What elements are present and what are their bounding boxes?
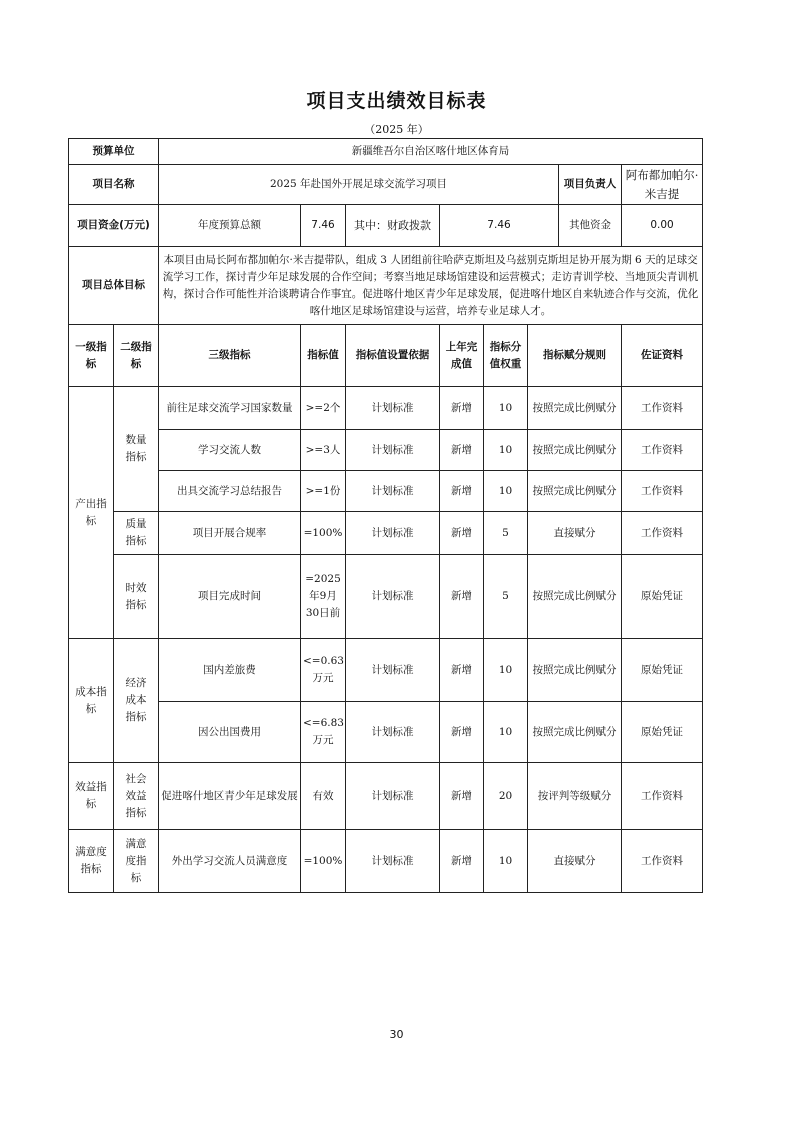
indicator-last-year: 新增	[440, 387, 484, 430]
overall-goal-row	[69, 247, 703, 325]
indicator-weight: 10	[484, 387, 528, 430]
indicator-evidence: 原始凭证	[622, 702, 703, 763]
indicator-name: 国内差旅费	[159, 639, 301, 702]
indicator-rule: 按照完成比例赋分	[528, 555, 622, 639]
indicator-rule: 按评判等级赋分	[528, 763, 622, 830]
indicator-basis: 计划标准	[346, 512, 440, 555]
group-cost: 成本指标	[69, 639, 114, 763]
indicator-name: 出具交流学习总结报告	[159, 471, 301, 512]
fiscal-allocation-label: 其中：财政拨款	[346, 205, 440, 247]
header-level3: 三级指标	[159, 325, 301, 387]
budget-unit-label: 预算单位	[69, 139, 159, 165]
indicator-evidence: 工作资料	[622, 430, 703, 471]
indicator-name: 学习交流人数	[159, 430, 301, 471]
indicator-basis: 计划标准	[346, 555, 440, 639]
indicator-last-year: 新增	[440, 830, 484, 893]
page-title: 项目支出绩效目标表	[306, 90, 487, 112]
indicator-rule: 按照完成比例赋分	[528, 387, 622, 430]
indicator-rule: 直接赋分	[528, 830, 622, 893]
header-level1: 一级指标	[69, 325, 114, 387]
subgroup-social-benefit: 社会效益指标	[114, 763, 159, 830]
indicator-evidence: 工作资料	[622, 763, 703, 830]
indicator-last-year: 新增	[440, 430, 484, 471]
indicator-weight: 20	[484, 763, 528, 830]
indicator-evidence: 工作资料	[622, 830, 703, 893]
indicator-last-year: 新增	[440, 555, 484, 639]
indicator-basis: 计划标准	[346, 639, 440, 702]
indicator-basis: 计划标准	[346, 702, 440, 763]
indicator-value: =100%	[301, 830, 346, 893]
indicator-name: 前往足球交流学习国家数量	[159, 387, 301, 430]
indicator-evidence: 工作资料	[622, 471, 703, 512]
indicator-last-year: 新增	[440, 702, 484, 763]
indicator-value: >=1份	[301, 471, 346, 512]
header-basis: 指标值设置依据	[346, 325, 440, 387]
indicator-value: <=6.83万元	[301, 702, 346, 763]
indicator-last-year: 新增	[440, 639, 484, 702]
indicator-evidence: 工作资料	[622, 512, 703, 555]
indicator-weight: 10	[484, 471, 528, 512]
indicator-rule: 按照完成比例赋分	[528, 430, 622, 471]
indicator-value: =100%	[301, 512, 346, 555]
table-row	[69, 387, 703, 430]
indicator-rule: 直接赋分	[528, 512, 622, 555]
annual-budget-value: 7.46	[301, 205, 346, 247]
indicator-name: 外出学习交流人员满意度	[159, 830, 301, 893]
table-row	[69, 430, 703, 471]
indicator-name: 项目完成时间	[159, 555, 301, 639]
funds-row	[69, 205, 703, 247]
overall-goal-label: 项目总体目标	[69, 247, 159, 325]
table-row	[69, 471, 703, 512]
table-row	[69, 555, 703, 639]
indicator-basis: 计划标准	[346, 471, 440, 512]
budget-unit-value: 新疆维吾尔自治区喀什地区体育局	[159, 139, 703, 165]
indicator-weight: 5	[484, 512, 528, 555]
indicator-value: >=2个	[301, 387, 346, 430]
indicator-name: 促进喀什地区青少年足球发展	[159, 763, 301, 830]
indicator-rule: 按照完成比例赋分	[528, 639, 622, 702]
table-row	[69, 763, 703, 830]
project-leader-label: 项目负责人	[559, 165, 622, 205]
subgroup-economic-cost: 经济成本指标	[114, 639, 159, 763]
header-level2: 二级指标	[114, 325, 159, 387]
budget-unit-row	[69, 139, 703, 165]
indicator-value: <=0.63万元	[301, 639, 346, 702]
indicator-weight: 10	[484, 830, 528, 893]
indicator-last-year: 新增	[440, 471, 484, 512]
project-name-label: 项目名称	[69, 165, 159, 205]
indicator-last-year: 新增	[440, 512, 484, 555]
indicator-value: =2025年9月30日前	[301, 555, 346, 639]
project-name-value: 2025 年赴国外开展足球交流学习项目	[159, 165, 559, 205]
indicator-name: 因公出国费用	[159, 702, 301, 763]
subgroup-quality: 质量指标	[114, 512, 159, 555]
header-value: 指标值	[301, 325, 346, 387]
indicator-basis: 计划标准	[346, 763, 440, 830]
header-weight: 指标分值权重	[484, 325, 528, 387]
performance-target-table	[68, 138, 703, 893]
project-leader-value: 阿布都加帕尔·米吉提	[622, 165, 703, 205]
subgroup-timeliness: 时效指标	[114, 555, 159, 639]
indicator-evidence: 工作资料	[622, 387, 703, 430]
subgroup-satisfaction: 满意度指标	[114, 830, 159, 893]
other-funds-label: 其他资金	[559, 205, 622, 247]
group-output: 产出指标	[69, 387, 114, 639]
group-satisfaction: 满意度指标	[69, 830, 114, 893]
indicator-basis: 计划标准	[346, 430, 440, 471]
indicator-value: 有效	[301, 763, 346, 830]
indicator-weight: 5	[484, 555, 528, 639]
header-last-year: 上年完成值	[440, 325, 484, 387]
table-row	[69, 830, 703, 893]
header-evidence: 佐证资料	[622, 325, 703, 387]
indicator-header-row	[69, 325, 703, 387]
header-rule: 指标赋分规则	[528, 325, 622, 387]
indicator-rule: 按照完成比例赋分	[528, 471, 622, 512]
indicator-weight: 10	[484, 430, 528, 471]
other-funds-value: 0.00	[622, 205, 703, 247]
indicator-value: >=3人	[301, 430, 346, 471]
indicator-weight: 10	[484, 639, 528, 702]
indicator-evidence: 原始凭证	[622, 555, 703, 639]
indicator-weight: 10	[484, 702, 528, 763]
overall-goal-text: 本项目由局长阿布都加帕尔·米吉提带队，组成 3 人团组前往哈萨克斯坦及乌兹别克斯坦足协开展为期 6 天的足球交流学习工作，探讨青少年足球发展的合作空间；考察当地足球场馆建设和运营模式；走访青训学校、当地顶尖青训机构，探讨合作可能性并洽谈聘请合作事宜。促进喀什地区青少年足球发展，促进喀什地区自来轨迹合作与交流，优化喀什地区足球场馆建设与运营，培养专业足球人才。	[159, 247, 703, 325]
table-row	[69, 702, 703, 763]
project-name-row	[69, 165, 703, 205]
subgroup-quantity: 数量指标	[114, 387, 159, 512]
funds-label: 项目资金(万元)	[69, 205, 159, 247]
year-subtitle: （2025 年）	[364, 123, 429, 136]
annual-budget-label: 年度预算总额	[159, 205, 301, 247]
indicator-evidence: 原始凭证	[622, 639, 703, 702]
indicator-rule: 按照完成比例赋分	[528, 702, 622, 763]
indicator-basis: 计划标准	[346, 387, 440, 430]
group-benefit: 效益指标	[69, 763, 114, 830]
table-row	[69, 512, 703, 555]
fiscal-allocation-value: 7.46	[440, 205, 559, 247]
page-number: 30	[389, 1028, 404, 1041]
indicator-name: 项目开展合规率	[159, 512, 301, 555]
table-row	[69, 639, 703, 702]
indicator-basis: 计划标准	[346, 830, 440, 893]
indicator-last-year: 新增	[440, 763, 484, 830]
